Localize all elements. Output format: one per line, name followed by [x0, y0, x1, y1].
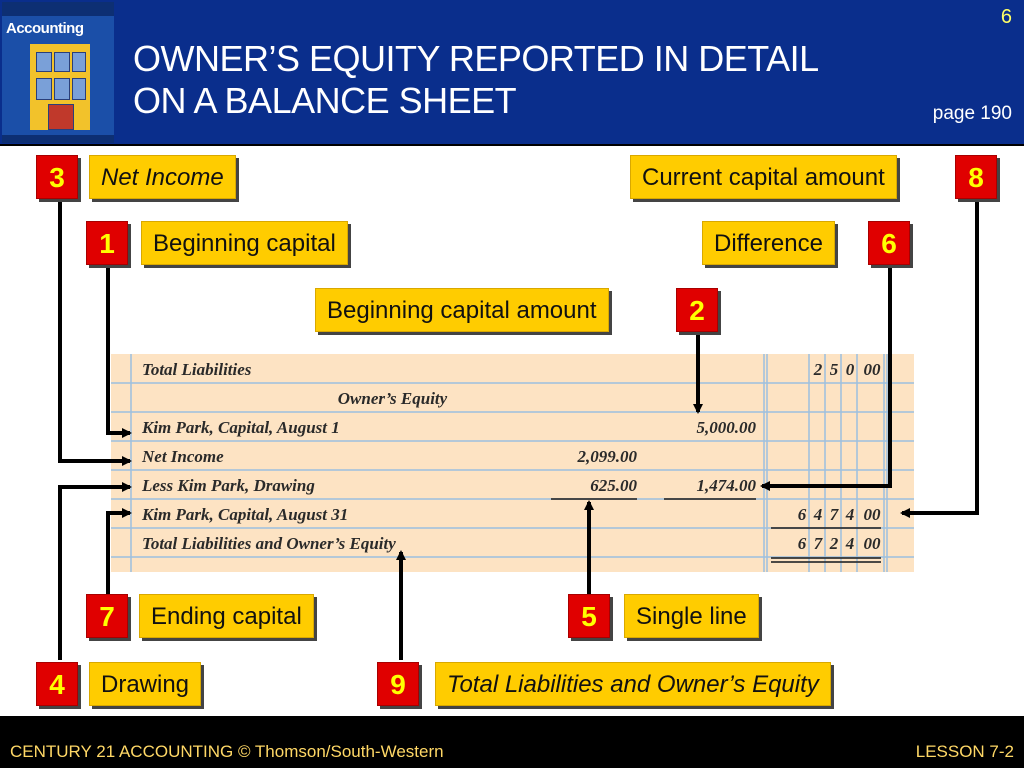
- label-total-liabilities-equity: Total Liabilities and Owner’s Equity: [435, 662, 831, 706]
- label-drawing: Drawing: [89, 662, 201, 706]
- slide-title-line2: ON A BALANCE SHEET: [133, 80, 517, 121]
- arrow-8-current-capital: [902, 199, 977, 513]
- row-label: Total Liabilities: [142, 360, 252, 379]
- footer-course-credit: CENTURY 21 ACCOUNTING © Thomson/South-Western: [10, 742, 444, 761]
- label-beginning-capital: Beginning capital: [141, 221, 348, 265]
- difference-amount: 1,474.00: [696, 476, 756, 495]
- row-label: Kim Park, Capital, August 31: [142, 505, 349, 524]
- digit: 4: [845, 505, 855, 524]
- digit: 6: [797, 505, 807, 524]
- digit: 2: [829, 534, 839, 553]
- label-single-line: Single line: [624, 594, 759, 638]
- amount: 625.00: [590, 476, 637, 495]
- digit: 6: [797, 534, 807, 553]
- cover-title: Accounting: [6, 20, 84, 37]
- digit: 4: [845, 534, 855, 553]
- digit: 4: [813, 505, 823, 524]
- label-net-income: Net Income: [89, 155, 236, 199]
- slide-footer: [0, 716, 1024, 768]
- callout-number-8: 8: [955, 155, 997, 199]
- label-beginning-capital-amount: Beginning capital amount: [315, 288, 609, 332]
- amount: 5,000.00: [696, 418, 756, 437]
- row-label: Net Income: [142, 447, 224, 466]
- callout-number-1: 1: [86, 221, 128, 265]
- callout-number-5: 5: [568, 594, 610, 638]
- cents: 00: [863, 360, 881, 379]
- arrow-6-difference: [762, 265, 890, 486]
- footer-lesson: LESSON 7-2: [915, 742, 1014, 761]
- callout-number-2: 2: [676, 288, 718, 332]
- slide-title-line1: OWNER’S EQUITY REPORTED IN DETAIL: [133, 38, 819, 79]
- digit: 5: [829, 360, 839, 379]
- digit: 2: [813, 360, 823, 379]
- row-label: Total Liabilities and Owner’s Equity: [142, 534, 396, 553]
- callout-number-4: 4: [36, 662, 78, 706]
- label-difference: Difference: [702, 221, 835, 265]
- row-label: Less Kim Park, Drawing: [142, 476, 315, 495]
- arrow-7-ending-capital: [108, 513, 130, 594]
- callout-number-9: 9: [377, 662, 419, 706]
- callout-number-3: 3: [36, 155, 78, 199]
- callout-number-6: 6: [868, 221, 910, 265]
- callout-number-7: 7: [86, 594, 128, 638]
- digit: 0: [845, 360, 855, 379]
- arrow-1-beginning-capital: [108, 265, 130, 433]
- slide-number: 6: [1000, 6, 1012, 28]
- digit: 7: [829, 505, 839, 524]
- section-heading: Owner’s Equity: [337, 389, 448, 408]
- cents: 00: [863, 505, 881, 524]
- cents: 00: [863, 534, 881, 553]
- label-current-capital-amount: Current capital amount: [630, 155, 897, 199]
- label-ending-capital: Ending capital: [139, 594, 314, 638]
- page-reference: page 190: [932, 103, 1012, 124]
- amount: 2,099.00: [577, 447, 637, 466]
- row-label: Kim Park, Capital, August 1: [142, 418, 340, 437]
- digit: 7: [813, 534, 823, 553]
